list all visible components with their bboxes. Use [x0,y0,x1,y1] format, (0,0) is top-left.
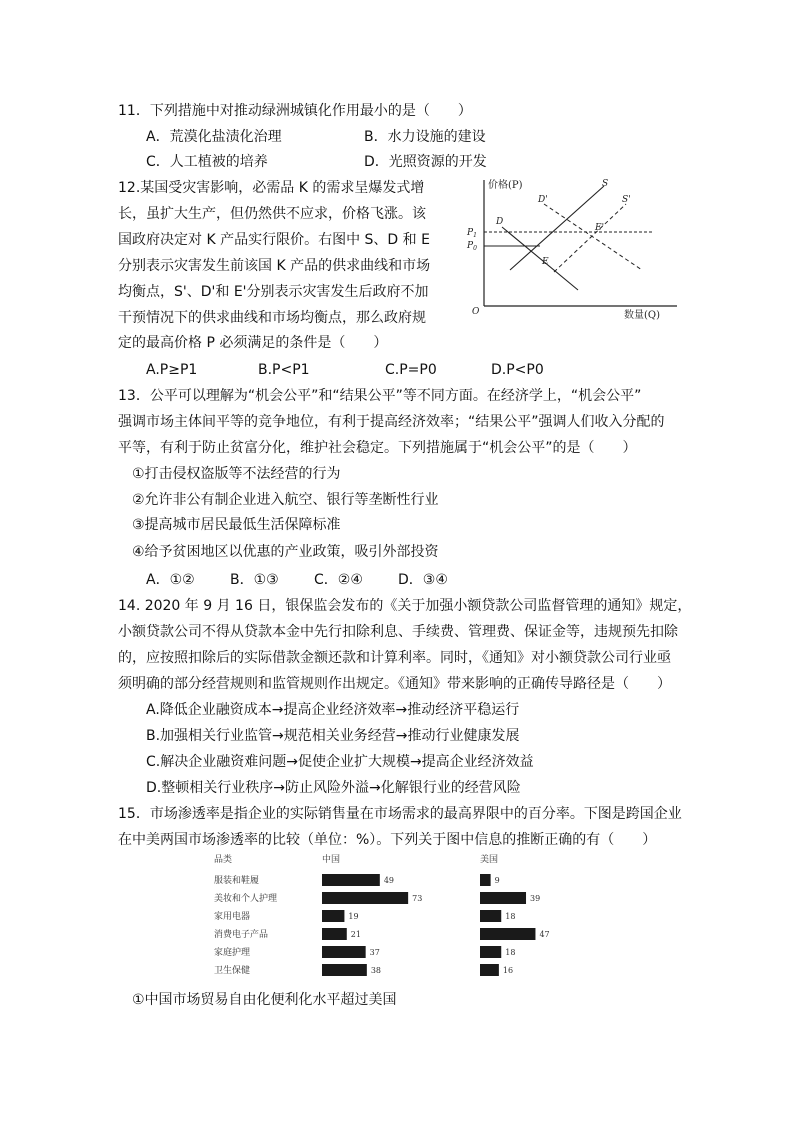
q14-option-a: A.降低企业融资成本→提高企业经济效率→推动经济平稳运行 [146,702,520,718]
chart-category-label: 消费电子产品 [214,930,269,940]
q14-line-1: 14. 2020 年 9 月 16 日，银保监会发布的《关于加强小额贷款公司监督管理的通知》规定， [118,598,692,614]
q12-line-7: 定的最高价格 P 必须满足的条件是（ ） [118,335,388,351]
q11-option-c: C．人工植被的培养 [146,154,268,170]
chart-category-label: 美妆和个人护理 [214,894,278,904]
d-prime-label: D' [538,195,548,205]
demand-curve-d-prime [544,204,642,270]
supply-demand-graph [462,172,682,322]
q12-line-3: 国政府决定对 K 产品实行限价。右图中 S、D 和 E [118,232,430,248]
q13-option-b: B．①③ [230,572,279,588]
e-label: E [542,257,549,267]
q13-line-3: 平等，有利于防止贫富分化，维护社会稳定。下列措施属于“机会公平”的是（ ） [118,440,637,456]
chart-value-label: 21 [350,930,361,939]
chart-value-label: 47 [539,930,550,939]
q12-line-6: 干预情况下的供求曲线和市场均衡点，那么政府规 [118,310,426,326]
q14-option-d: D.整顿相关行业秩序→防止风险外溢→化解银行业的经营风险 [146,780,521,796]
chart-bar [322,874,380,886]
chart-value-label: 73 [412,894,423,903]
chart-value-label: 19 [348,912,359,921]
q12-option-a: A.P≥P1 [146,362,198,378]
q13-option-d: D．③④ [398,572,448,588]
q12-option-b: B.P<P1 [258,362,310,378]
d-label: D [496,217,504,227]
chart-value-label: 49 [383,876,395,885]
q13-item-2: ②允许非公有制企业进入航空、银行等垄断性行业 [132,492,439,508]
chart-series-label-1: 美国 [480,855,499,865]
q14-line-4: 须明确的部分经营规则和监管规则作出规定。《通知》带来影响的正确传导路径是（ ） [118,676,671,692]
q13-item-4: ④给予贫困地区以优惠的产业政策，吸引外部投资 [132,544,439,560]
q12-line-4: 分别表示灾害发生前该国 K 产品的供求曲线和市场 [118,258,431,274]
q11-option-a: A．荒漠化盐渍化治理 [146,129,282,145]
q15-line-2: 在中美两国市场渗透率的比较（单位：%）。下列关于图中信息的推断正确的有（ ） [118,832,657,848]
s-label: S [602,179,609,189]
demand-curve-d [502,227,578,290]
chart-series-label-0: 中国 [322,855,341,865]
origin-label: O [472,307,480,317]
chart-bar [322,928,347,940]
q13-option-a: A．①② [146,572,195,588]
chart-category-label: 卫生保健 [214,966,251,976]
q13-item-3: ③提高城市居民最低生活保障标准 [132,517,341,533]
q13-line-2: 强调市场主体间平等的竞争地位，有利于提高经济效率；“结果公平”强调人们收入分配的 [118,414,665,430]
chart-value-label: 38 [370,966,382,975]
chart-bar [322,892,408,904]
p1-label: $P_1$ [467,228,477,239]
q12-line-5: 均衡点，S'、D'和 E'分别表示灾害发生后政府不加 [118,284,429,300]
q14-line-3: 的，应按照扣除后的实际借款金额还款和计算利率。同时，《通知》对小额贷款公司行业亟 [118,650,671,666]
q14-option-b: B.加强相关行业监管→规范相关业务经营→推动行业健康发展 [146,728,520,744]
chart-value-label: 9 [494,876,500,885]
chart-category-label: 家庭护理 [214,948,251,958]
chart-value-label: 39 [530,894,541,903]
chart-value-label: 18 [505,912,516,921]
chart-value-label: 37 [369,948,380,957]
penetration-rate-bar-chart [210,852,590,976]
chart-bar [480,874,491,886]
chart-category-label: 家用电器 [214,912,251,922]
chart-value-label: 16 [502,966,514,975]
q12-line-2: 长，虽扩大生产，但仍然供不应求，价格飞涨。该 [118,206,426,222]
chart-bar [322,910,344,922]
chart-bar [480,928,535,940]
q13-line-1: 13．公平可以理解为“机会公平”和“结果公平”等不同方面。在经济学上，“机会公平” [118,388,642,404]
chart-header-category: 品类 [214,855,233,865]
s-prime-label: S' [622,195,631,205]
q14-line-2: 小额贷款公司不得从贷款本金中先行扣除利息、手续费、管理费、保证金等，违规预先扣除 [118,624,678,640]
chart-bar [480,964,499,976]
e-prime-label: E' [595,223,605,233]
q12-line-1: 12.某国受灾害影响，必需品 K 的需求呈爆发式增 [118,180,425,196]
q13-option-c: C．②④ [314,572,363,588]
chart-bar [322,964,367,976]
chart-value-label: 18 [505,948,516,957]
q15-item-1: ①中国市场贸易自由化便利化水平超过美国 [132,992,397,1008]
chart-bar [480,946,501,958]
q12-option-d: D.P<P0 [491,362,544,378]
q15-line-1: 15．市场渗透率是指企业的实际销售量在市场需求的最高界限中的百分率。下图是跨国企业 [118,806,682,822]
q14-option-c: C.解决企业融资难问题→促使企业扩大规模→提高企业经济效益 [146,754,534,770]
q13-item-1: ①打击侵权盗版等不法经营的行为 [132,466,341,482]
supply-curve-s [510,186,604,270]
chart-category-label: 服装和鞋履 [214,876,260,886]
q12-option-c: C.P=P0 [385,362,437,378]
chart-bar [480,892,526,904]
q11-option-b: B．水力设施的建设 [364,129,486,145]
x-axis-label: 数量(Q) [624,310,661,321]
q11-stem: 11．下列措施中对推动绿洲城镇化作用最小的是（ ） [118,103,472,119]
supply-curve-s-prime [554,204,626,272]
q11-option-d: D．光照资源的开发 [364,154,487,170]
chart-bar [322,946,366,958]
p0-label: $P_0$ [467,241,477,252]
y-axis-label: 价格(P) [488,180,523,191]
chart-bar [480,910,501,922]
